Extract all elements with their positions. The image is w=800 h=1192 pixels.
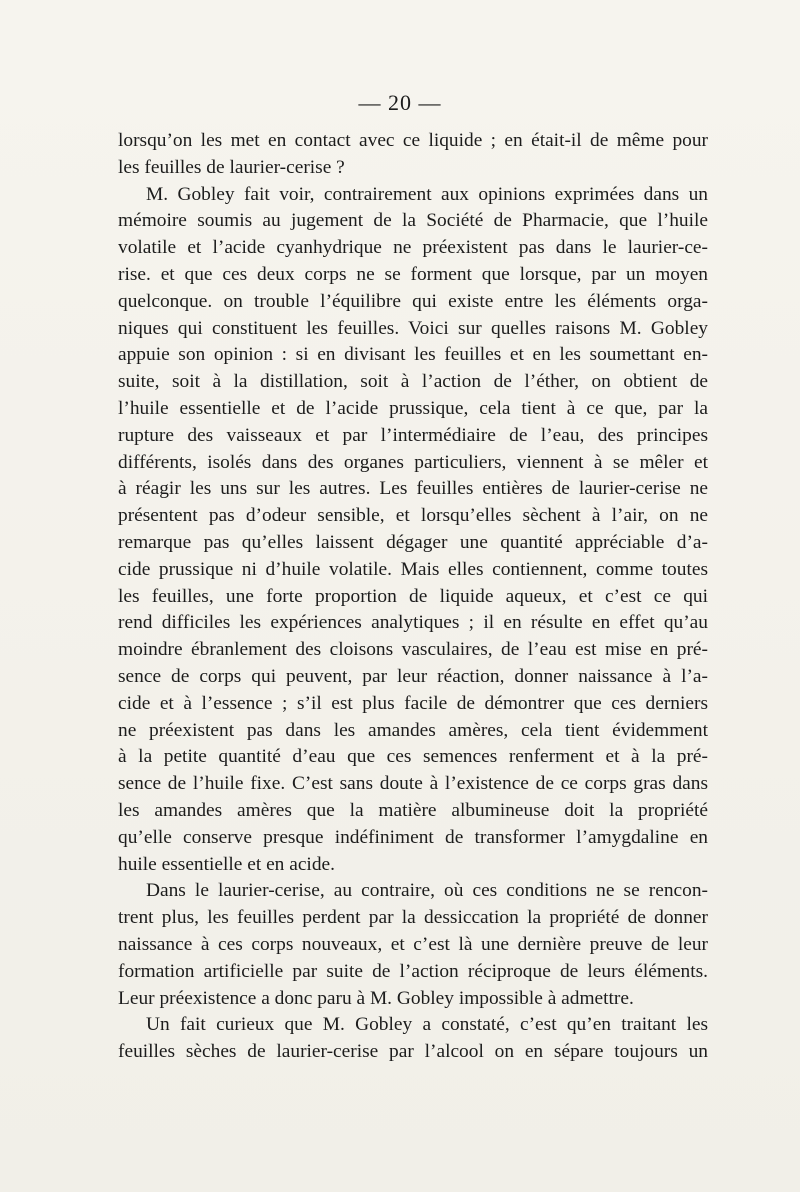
text-line: niques qui constituent les feuilles. Voici sur quelles raisons M. Gobley [118, 317, 708, 339]
text-line: rupture des vaisseaux et par l’intermédiaire de l’eau, des principes [118, 424, 708, 446]
page-number: — 20 — [358, 90, 442, 115]
text-line: appuie son opinion : si en divisant les feuilles et en les soumettant en- [118, 344, 708, 366]
text-line: volatile et l’acide cyanhydrique ne préexistent pas dans le laurier-ce- [118, 237, 708, 259]
text-line: lorsqu’on les met en contact avec ce liquide ; en était-il de même pour [118, 130, 708, 151]
text-line: cide et à l’essence ; s’il est plus facile de démontrer que ces derniers [118, 692, 708, 714]
text-line: remarque pas qu’elles laissent dégager une quantité appréciable d’a- [118, 531, 708, 553]
text-line: à la petite quantité d’eau que ces semences renferment et à la pré- [118, 746, 708, 768]
text-line: Dans le laurier-cerise, au contraire, où ces conditions ne se rencon- [146, 880, 708, 902]
text-line: naissance à ces corps nouveaux, et c’est là une dernière preuve de leur [118, 933, 708, 955]
paragraph [118, 182, 708, 879]
text-line: suite, soit à la distillation, soit à l’action de l’éther, on obtient de [118, 371, 708, 393]
text-line: moindre ébranlement des cloisons vasculaires, de l’eau est mise en pré- [118, 639, 708, 661]
text-line: les amandes amères que la matière albumineuse doit la propriété [118, 799, 708, 821]
text-line: différents, isolés dans des organes particuliers, viennent à se mêler et [118, 451, 708, 473]
text-line: sence de l’huile fixe. C’est sans doute à l’existence de ce corps gras dans [118, 773, 708, 795]
text-line: à réagir les uns sur les autres. Les feuilles entières de laurier-cerise ne [118, 478, 708, 500]
text-line: l’huile essentielle et de l’acide prussique, cela tient à ce que, par la [118, 397, 708, 419]
body-text [118, 128, 708, 1066]
text-line: les feuilles, une forte proportion de liquide aqueux, et c’est ce qui [118, 585, 708, 607]
text-line: présentent pas d’odeur sensible, et lorsqu’elles sèchent à l’air, on ne [118, 505, 708, 527]
text-line: huile essentielle et en acide. [118, 853, 335, 875]
text-line: Un fait curieux que M. Gobley a constaté, c’est qu’en traitant les [146, 1014, 708, 1036]
text-line: rise. et que ces deux corps ne se forment que lorsque, par un moyen [118, 263, 708, 285]
paragraph [118, 128, 708, 182]
text-line: Leur préexistence a donc paru à M. Gobley impossible à admettre. [118, 987, 634, 1009]
text-line: feuilles sèches de laurier-cerise par l’alcool on en sépare toujours un [118, 1041, 708, 1063]
text-line: qu’elle conserve presque indéfiniment de transformer l’amygdaline en [118, 826, 708, 848]
text-line: M. Gobley fait voir, contrairement aux opinions exprimées dans un [146, 183, 708, 205]
text-line: rend difficiles les expériences analytiques ; il en résulte en effet qu’au [118, 612, 708, 634]
text-line: cide prussique ni d’huile volatile. Mais elles contiennent, comme toutes [118, 558, 708, 580]
paragraph [118, 1012, 708, 1066]
paragraph [118, 878, 708, 1012]
text-line: sence de corps qui peuvent, par leur réaction, donner naissance à l’a- [118, 665, 708, 687]
text-line: formation artificielle par suite de l’action réciproque de leurs éléments. [118, 960, 708, 982]
text-line: ne préexistent pas dans les amandes amères, cela tient évidemment [118, 719, 708, 741]
text-line: les feuilles de laurier-cerise ? [118, 156, 345, 178]
text-line: mémoire soumis au jugement de la Société de Pharmacie, que l’huile [118, 210, 708, 232]
text-line: trent plus, les feuilles perdent par la dessiccation la propriété de donner [118, 907, 708, 929]
text-line: quelconque. on trouble l’équilibre qui existe entre les éléments orga- [118, 290, 708, 312]
